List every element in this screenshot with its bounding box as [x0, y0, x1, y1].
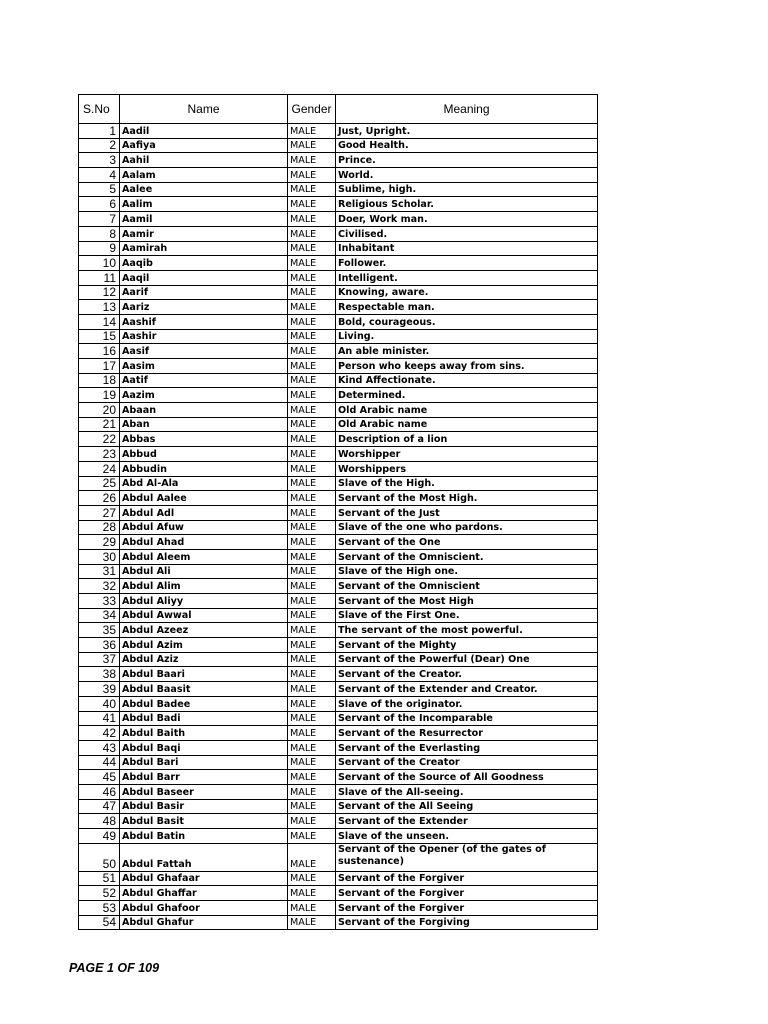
row-name: Abdul Azim [120, 638, 288, 653]
row-meaning: Servant of the Most High. [336, 491, 598, 506]
row-meaning: Slave of the unseen. [336, 829, 598, 844]
row-gender: MALE [288, 505, 336, 520]
row-gender: MALE [288, 359, 336, 374]
row-meaning: Slave of the All-seeing. [336, 784, 598, 799]
table-row [79, 226, 598, 241]
table-row [79, 520, 598, 535]
row-name: Abdul Baasit [120, 682, 288, 697]
row-number: 14 [79, 314, 120, 329]
table-row [79, 505, 598, 520]
table-row [79, 182, 598, 197]
table-row [79, 696, 598, 711]
table-row [79, 784, 598, 799]
row-name: Abdul Azeez [120, 623, 288, 638]
row-gender: MALE [288, 564, 336, 579]
table-row [79, 447, 598, 462]
row-number: 54 [79, 915, 120, 930]
row-meaning: Servant of the Extender [336, 814, 598, 829]
row-number: 44 [79, 755, 120, 770]
table-row [79, 886, 598, 901]
table-row [79, 168, 598, 183]
header-gender: Gender [288, 95, 336, 124]
row-number: 37 [79, 652, 120, 667]
row-meaning: Worshippers [336, 461, 598, 476]
row-meaning: Slave of the First One. [336, 608, 598, 623]
table-row [79, 285, 598, 300]
row-number: 10 [79, 256, 120, 271]
row-number: 34 [79, 608, 120, 623]
row-number: 29 [79, 535, 120, 550]
row-number: 36 [79, 638, 120, 653]
row-meaning: Slave of the originator. [336, 696, 598, 711]
row-gender: MALE [288, 799, 336, 814]
row-meaning: Living. [336, 329, 598, 344]
table-row [79, 814, 598, 829]
row-gender: MALE [288, 153, 336, 168]
table-row [79, 711, 598, 726]
row-meaning: Servant of the Creator. [336, 667, 598, 682]
table-row [79, 403, 598, 418]
row-name: Abdul Ahad [120, 535, 288, 550]
row-name: Abdul Bari [120, 755, 288, 770]
row-gender: MALE [288, 300, 336, 315]
table-row [79, 726, 598, 741]
row-name: Abdul Ghafaar [120, 871, 288, 886]
row-name: Aashif [120, 314, 288, 329]
row-number: 2 [79, 138, 120, 153]
row-gender: MALE [288, 667, 336, 682]
row-number: 21 [79, 417, 120, 432]
table-row [79, 623, 598, 638]
row-meaning: Servant of the Opener (of the gates of sustenance) [336, 843, 598, 871]
row-meaning: Servant of the Just [336, 505, 598, 520]
row-gender: MALE [288, 652, 336, 667]
row-name: Aamil [120, 212, 288, 227]
row-meaning: Servant of the Incomparable [336, 711, 598, 726]
row-number: 41 [79, 711, 120, 726]
row-number: 49 [79, 829, 120, 844]
row-meaning: The servant of the most powerful. [336, 623, 598, 638]
row-number: 17 [79, 359, 120, 374]
row-meaning: Sublime, high. [336, 182, 598, 197]
row-name: Abdul Aziz [120, 652, 288, 667]
table-row [79, 871, 598, 886]
row-number: 40 [79, 696, 120, 711]
row-name: Aamirah [120, 241, 288, 256]
row-gender: MALE [288, 520, 336, 535]
row-number: 47 [79, 799, 120, 814]
table-row [79, 300, 598, 315]
row-gender: MALE [288, 535, 336, 550]
row-meaning: World. [336, 168, 598, 183]
row-gender: MALE [288, 285, 336, 300]
row-name: Abdul Alim [120, 579, 288, 594]
row-meaning: Good Health. [336, 138, 598, 153]
row-meaning: Description of a lion [336, 432, 598, 447]
row-number: 18 [79, 373, 120, 388]
row-gender: MALE [288, 476, 336, 491]
row-gender: MALE [288, 373, 336, 388]
row-number: 1 [79, 124, 120, 139]
row-meaning: Kind Affectionate. [336, 373, 598, 388]
row-meaning: Knowing, aware. [336, 285, 598, 300]
row-meaning: Servant of the Forgiver [336, 871, 598, 886]
row-meaning: Servant of the Forgiving [336, 915, 598, 930]
row-gender: MALE [288, 886, 336, 901]
row-number: 32 [79, 579, 120, 594]
row-gender: MALE [288, 388, 336, 403]
table-row [79, 476, 598, 491]
row-number: 23 [79, 447, 120, 462]
row-name: Abdul Batin [120, 829, 288, 844]
row-number: 33 [79, 594, 120, 609]
row-name: Abdul Fattah [120, 843, 288, 871]
row-name: Abdul Adl [120, 505, 288, 520]
row-gender: MALE [288, 549, 336, 564]
row-number: 39 [79, 682, 120, 697]
row-meaning: Servant of the Resurrector [336, 726, 598, 741]
row-name: Abbas [120, 432, 288, 447]
table-row [79, 564, 598, 579]
table-row [79, 241, 598, 256]
row-number: 7 [79, 212, 120, 227]
table-row [79, 359, 598, 374]
table-row [79, 256, 598, 271]
row-gender: MALE [288, 755, 336, 770]
row-gender: MALE [288, 182, 336, 197]
row-name: Abdul Aleem [120, 549, 288, 564]
row-meaning: Intelligent. [336, 270, 598, 285]
row-meaning: Servant of the Source of All Goodness [336, 770, 598, 785]
row-number: 12 [79, 285, 120, 300]
row-name: Abdul Baseer [120, 784, 288, 799]
row-meaning: Civilised. [336, 226, 598, 241]
row-number: 5 [79, 182, 120, 197]
table-row [79, 535, 598, 550]
row-meaning: Servant of the Most High [336, 594, 598, 609]
table-row [79, 491, 598, 506]
row-name: Aadil [120, 124, 288, 139]
row-number: 11 [79, 270, 120, 285]
table-row [79, 638, 598, 653]
row-name: Aatif [120, 373, 288, 388]
row-meaning: Old Arabic name [336, 417, 598, 432]
row-number: 28 [79, 520, 120, 535]
table-row [79, 579, 598, 594]
row-meaning: Person who keeps away from sins. [336, 359, 598, 374]
table-row [79, 682, 598, 697]
row-gender: MALE [288, 784, 336, 799]
row-meaning: Bold, courageous. [336, 314, 598, 329]
row-gender: MALE [288, 168, 336, 183]
row-gender: MALE [288, 461, 336, 476]
row-name: Abdul Ghafoor [120, 901, 288, 916]
row-gender: MALE [288, 594, 336, 609]
row-name: Aazim [120, 388, 288, 403]
table-row [79, 667, 598, 682]
row-number: 15 [79, 329, 120, 344]
table-row [79, 153, 598, 168]
row-gender: MALE [288, 843, 336, 871]
row-gender: MALE [288, 770, 336, 785]
row-meaning: Servant of the Omniscient [336, 579, 598, 594]
table-row [79, 843, 598, 871]
row-meaning: Servant of the Powerful (Dear) One [336, 652, 598, 667]
row-meaning: Servant of the Everlasting [336, 740, 598, 755]
row-gender: MALE [288, 711, 336, 726]
row-meaning: Slave of the one who pardons. [336, 520, 598, 535]
table-row [79, 549, 598, 564]
row-gender: MALE [288, 915, 336, 930]
row-meaning: Old Arabic name [336, 403, 598, 418]
row-meaning: Determined. [336, 388, 598, 403]
row-gender: MALE [288, 579, 336, 594]
row-name: Aahil [120, 153, 288, 168]
row-meaning: An able minister. [336, 344, 598, 359]
row-gender: MALE [288, 829, 336, 844]
row-number: 31 [79, 564, 120, 579]
row-number: 24 [79, 461, 120, 476]
row-meaning: Servant of the Forgiver [336, 901, 598, 916]
row-meaning: Doer, Work man. [336, 212, 598, 227]
table-row [79, 901, 598, 916]
row-name: Abdul Aliyy [120, 594, 288, 609]
row-meaning: Prince. [336, 153, 598, 168]
row-number: 9 [79, 241, 120, 256]
row-meaning: Servant of the Creator [336, 755, 598, 770]
table-row [79, 329, 598, 344]
row-name: Abdul Afuw [120, 520, 288, 535]
row-number: 20 [79, 403, 120, 418]
row-meaning: Servant of the Mighty [336, 638, 598, 653]
row-name: Abaan [120, 403, 288, 418]
row-name: Abdul Baari [120, 667, 288, 682]
table-row [79, 652, 598, 667]
row-gender: MALE [288, 432, 336, 447]
row-name: Abdul Ghafur [120, 915, 288, 930]
row-number: 22 [79, 432, 120, 447]
row-gender: MALE [288, 682, 336, 697]
table-row [79, 124, 598, 139]
row-number: 51 [79, 871, 120, 886]
row-gender: MALE [288, 138, 336, 153]
table-row [79, 799, 598, 814]
row-number: 4 [79, 168, 120, 183]
table-row [79, 770, 598, 785]
row-meaning: Servant of the One [336, 535, 598, 550]
row-gender: MALE [288, 314, 336, 329]
row-name: Abdul Awwal [120, 608, 288, 623]
table-row [79, 740, 598, 755]
row-name: Abdul Barr [120, 770, 288, 785]
row-meaning: Inhabitant [336, 241, 598, 256]
row-name: Abdul Baith [120, 726, 288, 741]
row-number: 16 [79, 344, 120, 359]
row-meaning: Servant of the Forgiver [336, 886, 598, 901]
row-number: 30 [79, 549, 120, 564]
row-number: 53 [79, 901, 120, 916]
row-number: 46 [79, 784, 120, 799]
header-sno: S.No [79, 95, 120, 124]
header-row [79, 95, 598, 124]
row-name: Abd Al-Ala [120, 476, 288, 491]
row-meaning: Servant of the All Seeing [336, 799, 598, 814]
row-number: 8 [79, 226, 120, 241]
row-gender: MALE [288, 226, 336, 241]
header-meaning: Meaning [336, 95, 598, 124]
row-name: Aariz [120, 300, 288, 315]
row-gender: MALE [288, 608, 336, 623]
row-name: Aamir [120, 226, 288, 241]
row-gender: MALE [288, 740, 336, 755]
row-meaning: Religious Scholar. [336, 197, 598, 212]
row-name: Abdul Basir [120, 799, 288, 814]
row-gender: MALE [288, 329, 336, 344]
row-name: Abdul Badi [120, 711, 288, 726]
row-number: 48 [79, 814, 120, 829]
row-name: Abdul Ali [120, 564, 288, 579]
table-row [79, 344, 598, 359]
row-name: Abdul Ghaffar [120, 886, 288, 901]
row-name: Abdul Baqi [120, 740, 288, 755]
table-row [79, 212, 598, 227]
row-name: Aalam [120, 168, 288, 183]
table-row [79, 373, 598, 388]
row-gender: MALE [288, 447, 336, 462]
row-gender: MALE [288, 901, 336, 916]
table-row [79, 461, 598, 476]
row-gender: MALE [288, 491, 336, 506]
row-gender: MALE [288, 638, 336, 653]
row-number: 6 [79, 197, 120, 212]
table-row [79, 755, 598, 770]
row-number: 26 [79, 491, 120, 506]
row-name: Aasif [120, 344, 288, 359]
row-gender: MALE [288, 124, 336, 139]
row-gender: MALE [288, 197, 336, 212]
row-gender: MALE [288, 270, 336, 285]
row-name: Aashir [120, 329, 288, 344]
row-number: 19 [79, 388, 120, 403]
page-footer: PAGE 1 OF 109 [69, 961, 160, 975]
row-number: 38 [79, 667, 120, 682]
row-name: Aalim [120, 197, 288, 212]
row-number: 45 [79, 770, 120, 785]
table-row [79, 608, 598, 623]
row-name: Aban [120, 417, 288, 432]
row-gender: MALE [288, 256, 336, 271]
row-gender: MALE [288, 696, 336, 711]
row-name: Aaqib [120, 256, 288, 271]
row-name: Abbudin [120, 461, 288, 476]
row-gender: MALE [288, 403, 336, 418]
row-meaning: Worshipper [336, 447, 598, 462]
row-number: 25 [79, 476, 120, 491]
row-gender: MALE [288, 417, 336, 432]
row-gender: MALE [288, 623, 336, 638]
row-gender: MALE [288, 344, 336, 359]
table-body [79, 124, 598, 930]
row-meaning: Slave of the High. [336, 476, 598, 491]
table-row [79, 915, 598, 930]
table-row [79, 417, 598, 432]
table-row [79, 138, 598, 153]
row-number: 3 [79, 153, 120, 168]
row-name: Abdul Basit [120, 814, 288, 829]
row-meaning: Follower. [336, 256, 598, 271]
row-name: Aafiya [120, 138, 288, 153]
row-number: 42 [79, 726, 120, 741]
row-gender: MALE [288, 726, 336, 741]
table-row [79, 829, 598, 844]
row-meaning: Respectable man. [336, 300, 598, 315]
row-number: 35 [79, 623, 120, 638]
row-gender: MALE [288, 241, 336, 256]
names-table [78, 94, 598, 930]
row-gender: MALE [288, 212, 336, 227]
row-number: 13 [79, 300, 120, 315]
row-name: Abdul Aalee [120, 491, 288, 506]
table-row [79, 388, 598, 403]
row-number: 27 [79, 505, 120, 520]
row-name: Aasim [120, 359, 288, 374]
row-gender: MALE [288, 814, 336, 829]
row-name: Aarif [120, 285, 288, 300]
row-meaning: Servant of the Extender and Creator. [336, 682, 598, 697]
table-row [79, 432, 598, 447]
table-row [79, 197, 598, 212]
row-number: 52 [79, 886, 120, 901]
row-name: Aalee [120, 182, 288, 197]
table-row [79, 314, 598, 329]
row-number: 43 [79, 740, 120, 755]
row-name: Abbud [120, 447, 288, 462]
header-name: Name [120, 95, 288, 124]
row-name: Abdul Badee [120, 696, 288, 711]
row-meaning: Slave of the High one. [336, 564, 598, 579]
row-meaning: Just, Upright. [336, 124, 598, 139]
table-row [79, 594, 598, 609]
row-name: Aaqil [120, 270, 288, 285]
table-row [79, 270, 598, 285]
row-meaning: Servant of the Omniscient. [336, 549, 598, 564]
row-number: 50 [79, 843, 120, 871]
row-gender: MALE [288, 871, 336, 886]
